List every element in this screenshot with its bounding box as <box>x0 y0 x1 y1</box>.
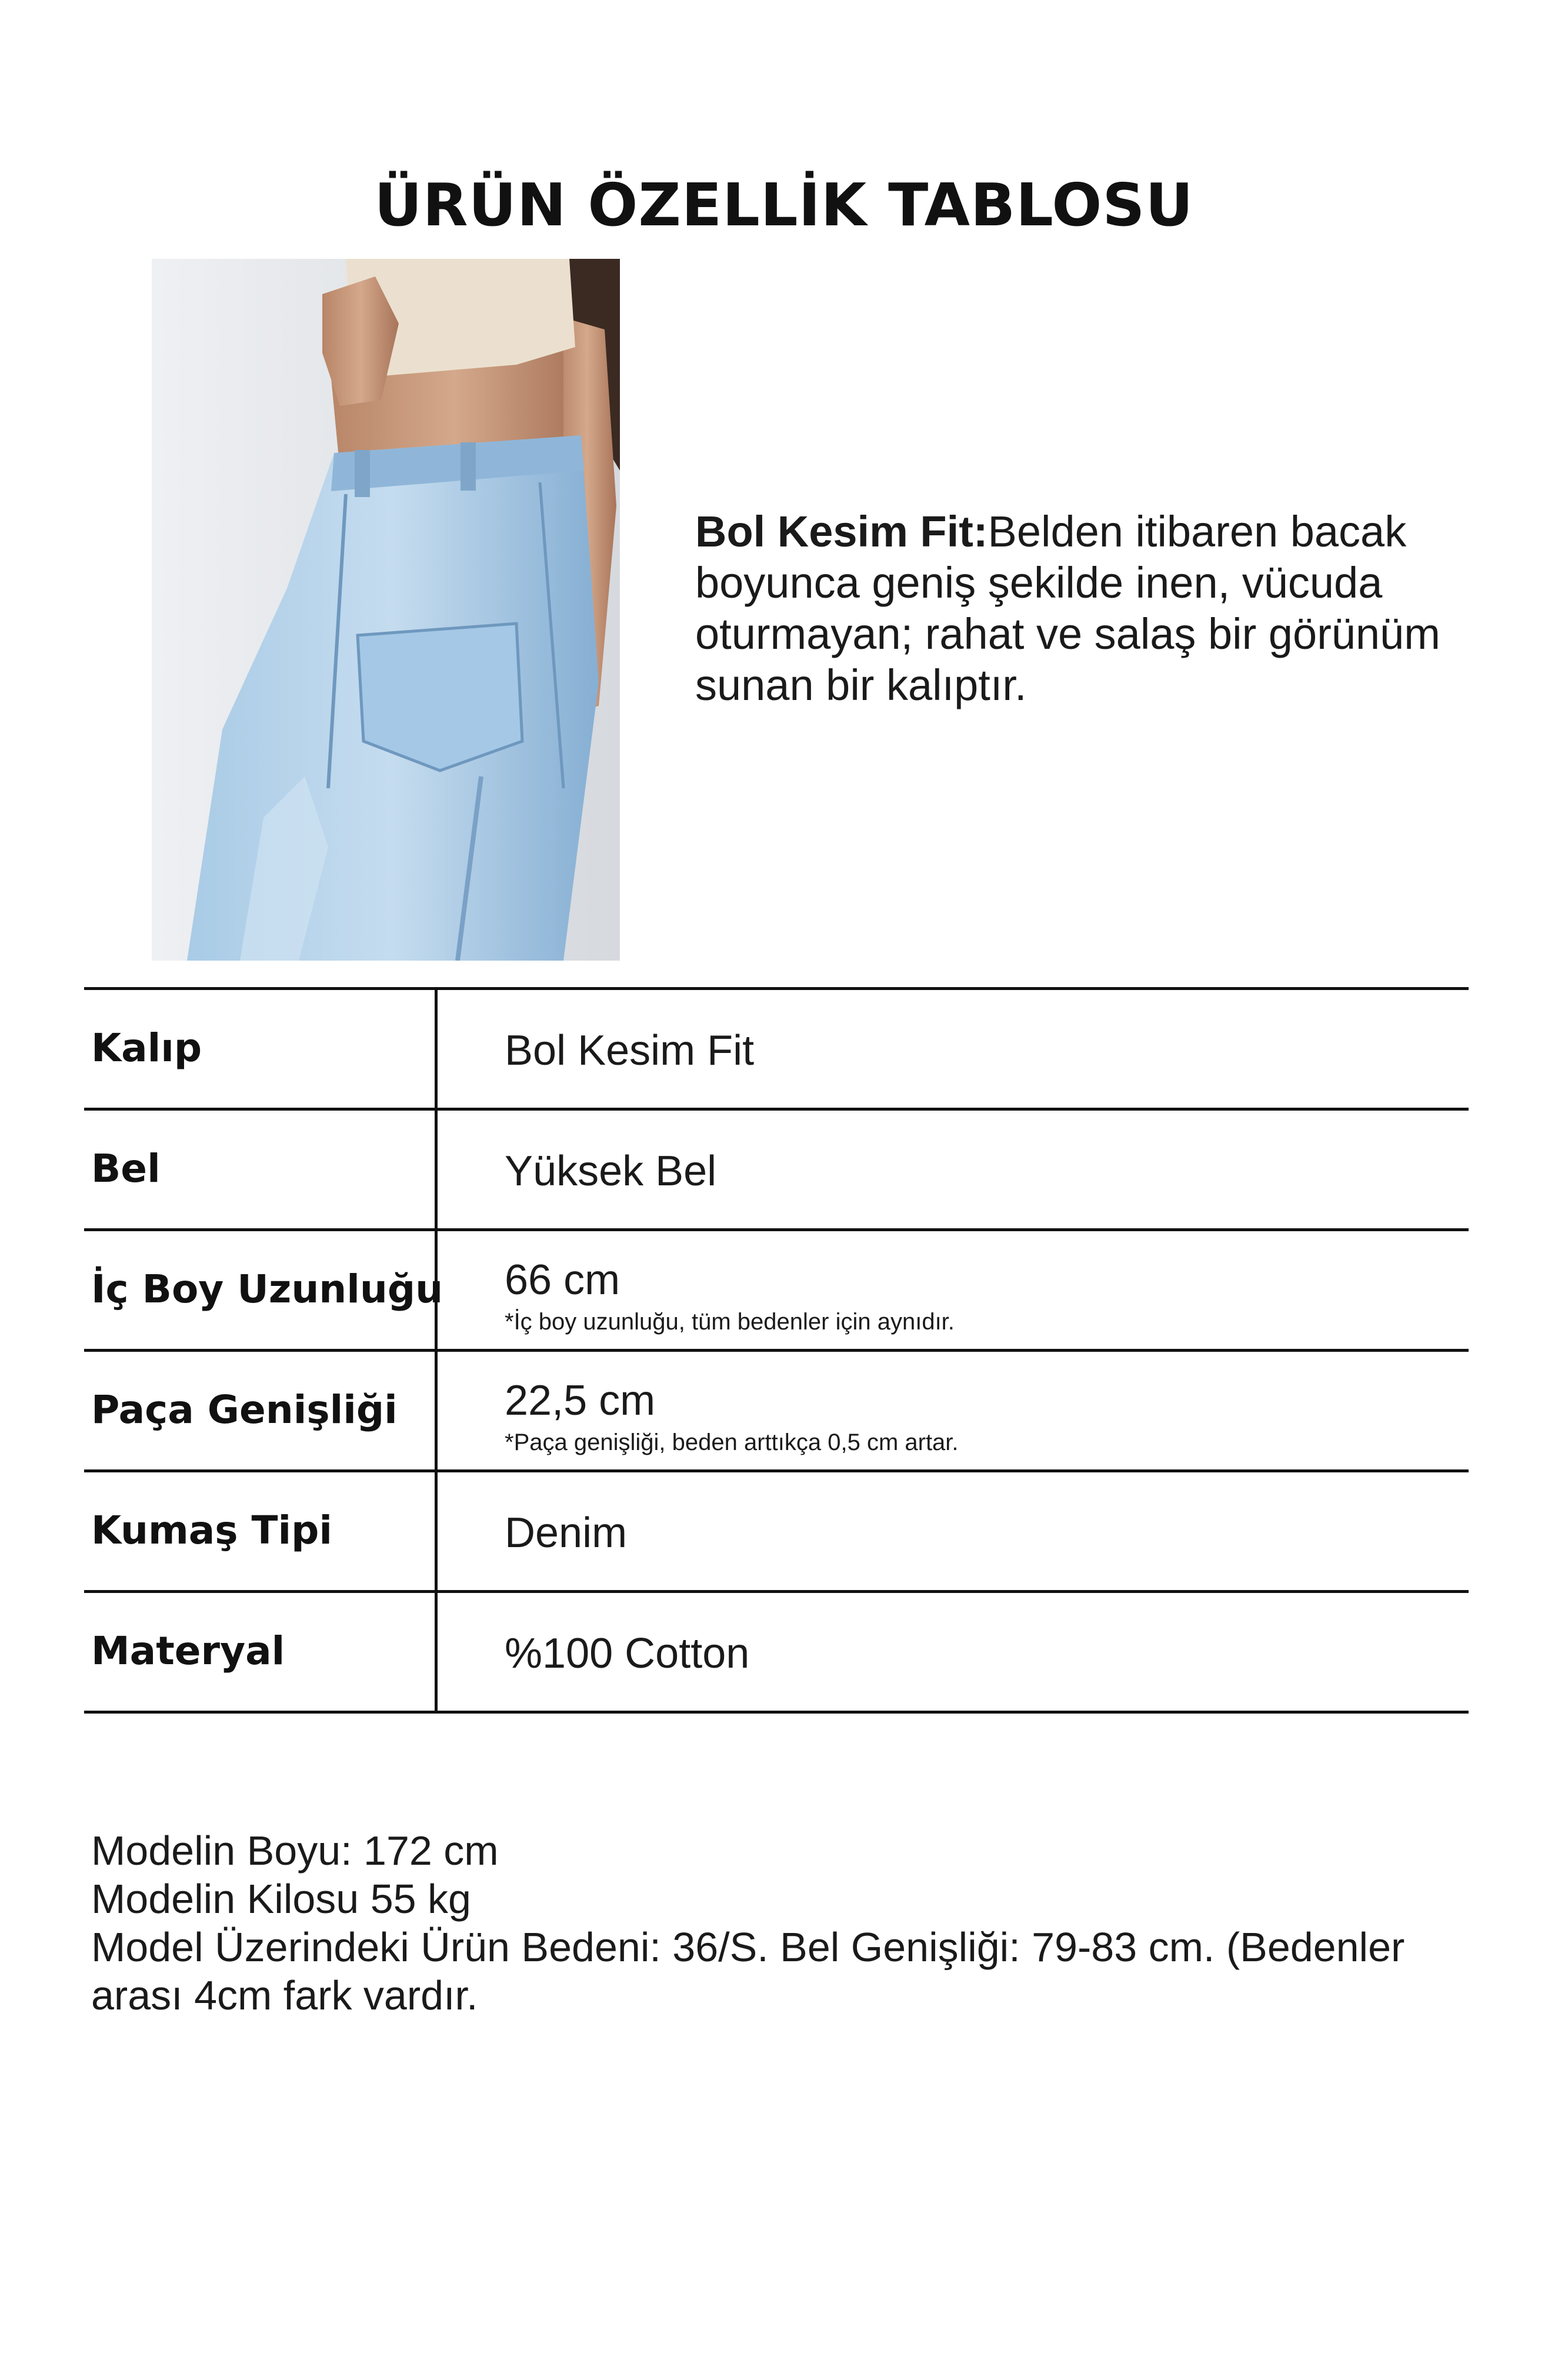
fit-text: Belden itibaren bacak boyunca geniş şekilde inen, vücuda oturmayan; rahat ve salaş bir görünüm sunan bir kalıptır. <box>695 507 1440 709</box>
spec-value: 22,5 cm <box>505 1377 656 1424</box>
spec-value: 66 cm <box>505 1257 620 1304</box>
fit-term: Bol Kesim Fit: <box>695 507 988 556</box>
spec-row-bel <box>84 1108 1469 1228</box>
spec-label: İç Boy Uzunluğu <box>91 1267 443 1312</box>
model-height: Modelin Boyu: 172 cm <box>91 1828 499 1874</box>
model-weight: Modelin Kilosu 55 kg <box>91 1876 471 1922</box>
spec-row-kumas <box>84 1469 1469 1590</box>
spec-row-materyal <box>84 1590 1469 1714</box>
spec-label: Kalıp <box>91 1025 202 1071</box>
spec-label: Bel <box>91 1146 161 1191</box>
model-size: Model Üzerindeki Ürün Bedeni: 36/S. Bel Genişliği: 79-83 cm. (Bedenler arası 4cm fark vardır. <box>91 1924 1405 2018</box>
spec-value: Denim <box>505 1509 628 1557</box>
spec-label: Kumaş Tipi <box>91 1508 333 1553</box>
spec-row-paca <box>84 1349 1469 1469</box>
spec-value: Bol Kesim Fit <box>505 1027 755 1074</box>
spec-value: Yüksek Bel <box>505 1148 717 1195</box>
spec-label: Paça Genişliği <box>91 1387 398 1432</box>
model-info <box>91 1827 1503 2019</box>
fit-description <box>695 506 1507 711</box>
spec-label: Materyal <box>91 1628 285 1674</box>
spec-table <box>84 987 1469 1714</box>
spec-value: %100 Cotton <box>505 1630 750 1677</box>
product-photo <box>152 259 620 961</box>
spec-note: *İç boy uzunluğu, tüm bedenler için aynıdır. <box>505 1309 955 1335</box>
page-title: ÜRÜN ÖZELLİK TABLOSU <box>374 171 1194 239</box>
spec-note: *Paça genişliği, beden arttıkça 0,5 cm artar. <box>505 1429 959 1455</box>
spec-row-kalip <box>84 987 1469 1108</box>
spec-row-ic-boy <box>84 1228 1469 1349</box>
